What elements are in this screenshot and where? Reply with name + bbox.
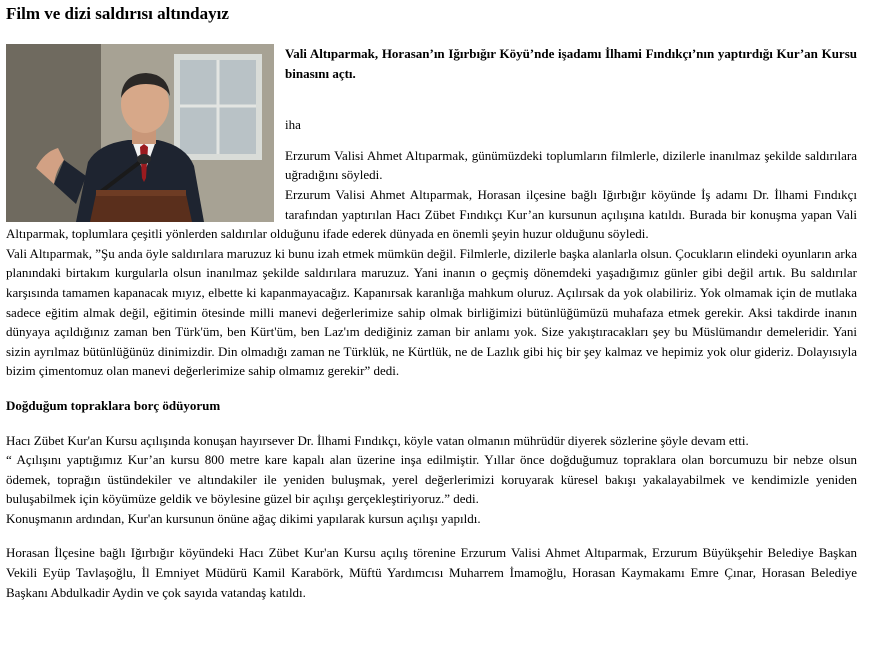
photo-wrap-spacer xyxy=(6,44,285,224)
article-title: Film ve dizi saldırısı altındayız xyxy=(6,4,229,23)
article-paragraph: Konuşmanın ardından, Kur'an kursunun önüne ağaç dikimi yapılarak kursun açılışı yapıldı. xyxy=(6,510,481,526)
article-subheading: Doğduğum topraklara borç ödüyorum xyxy=(6,397,221,413)
article-paragraph: Erzurum Valisi Ahmet Altıparmak, günümüzdeki toplumların filmlerle, dizilerle inanılmaz şekilde saldırılara uğradığını söyledi. xyxy=(285,147,857,183)
article-paragraph: Hacı Zübet Kur'an Kursu açılışında konuşan hayırsever Dr. İlhami Fındıkçı, köyle vatan olmanın mührüdür diyerek sözlerine şöyle devam etti. xyxy=(6,432,749,448)
article-paragraph: Vali Altıparmak, ”Şu anda öyle saldırılara maruzuz ki bunu izah etmek mümkün değil. Filmlerle, dizilerle başka alanlarla olsun. Çocukların elindeki oyunların arka planındaki birtakım kurgularla olsun inanılmaz şekilde saldırılara maruzuz. Yani inanın o geçmiş dönemdeki yaşadığımız günler gibi değil artık. Bu saldırılar karşısında tamamen kapanacak mıyız, elbette ki kapanmayacağız. Kapanırsak karanlığa mahkum oluruz. Açılırsak da yok olabiliriz. Yok olmamak için de mutlaka sadece eğitim almak değil, eğitimin ötesinde milli manevi değerlerimize sahip olmak birliğimizi bütünlüğümüzü muhafaza etmek gerekir. Aksi takdirde inanın dünyaya açıldığınız zaman ben Türk'üm, ben Kürt'üm, ben Laz'ım dediğiniz zaman bir anlamı yok. Size yakıştıracakları şey bu Müslümandır demeleridir. Yani sizin ayrılmaz bütünlüğünüz dinimizdir. Din olmadığı zaman ne Türklük, ne Kürtlük, ne de Lazlık gibi hiç bir şey kalmaz ve hepimiz yok olur gideriz. Dolayısıyla bizim çimentomuz olan manevi değerlerimize sahip olmamız gerekir” dedi. xyxy=(6,245,857,379)
article-paragraph: “ Açılışını yaptığımız Kur’an kursu 800 metre kare kapalı alan üzerine inşa edilmiştir. Yıllar önce doğduğumuz topraklara olan borcumuzu bir nebze olsun ödemek, toprağın üstündekiler ve altındakiler ile yeniden buluşmak, yerel değerlerimizi koruyarak küresel bakışı yakalayabilmek ve kendimizle yeniden buluşabilmek için köyümüze geldik ve böylesine güzel bir açılışı gerçekleştiriyoruz.” dedi. xyxy=(6,452,857,507)
article-stub: iha xyxy=(285,117,301,133)
article-paragraph: Erzurum Valisi Ahmet Altıparmak, Horasan ilçesine bağlı Iğırbığır köyünde İş adamı Dr. İlhami Fındıkçı tarafından yaptırılan Hacı Zübet Fındıkçı Kur’an kursunun açılışına katıldı. Burada bir konuşma yapan Vali Altıparmak, toplumlara çeşitli yönlerden saldırılar olduğunu ifade ederek dünyada en önemli şeyin huzur olduğunu söyledi. xyxy=(6,186,857,242)
article-body xyxy=(6,44,857,602)
article-closing-paragraph: Horasan İlçesine bağlı Iğırbığır köyündeki Hacı Zübet Kur'an Kursu açılış törenine Erzurum Valisi Ahmet Altıparmak, Erzurum Büyükşehir Belediye Başkan Vekili Eyüp Tavlaşoğlu, İl Emniyet Müdürü Kamil Karabörk, Müftü Yardımcısı Muharrem İmamoğlu, Horasan Kaymakamı Emre Çınar, Horasan Belediye Başkanı Abdulkadir Aydin ve çok sayıda vatandaş katıldı. xyxy=(6,545,857,600)
article-lead: Vali Altıparmak, Horasan’ın Iğırbığır Köyü’nde işadamı İlhami Fındıkçı’nın yaptırdığı Kur’an Kursu binasını açtı. xyxy=(285,46,857,81)
